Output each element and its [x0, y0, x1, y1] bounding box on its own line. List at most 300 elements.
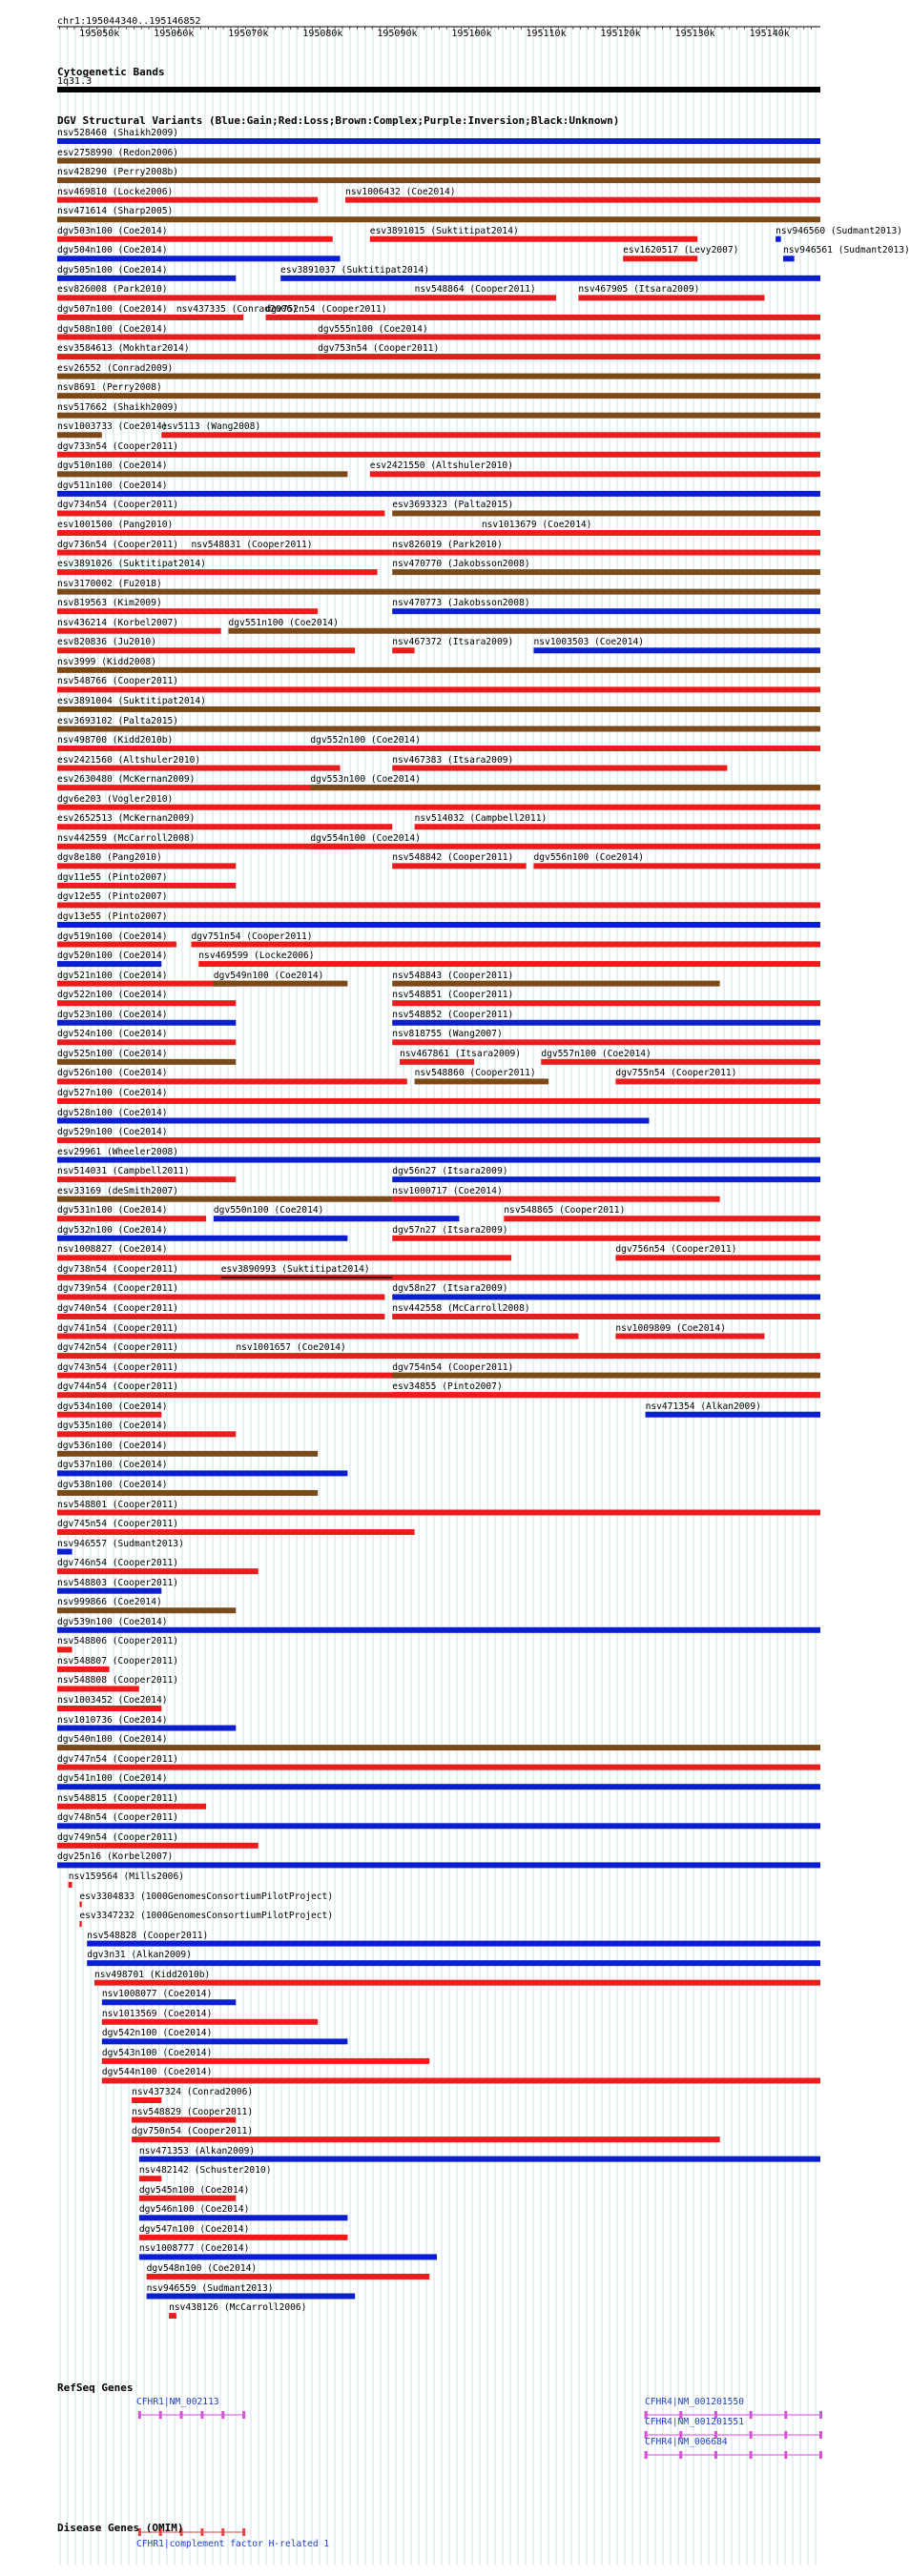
dgv-variant-bar: [139, 2254, 437, 2259]
dgv-variant-label[interactable]: nsv548766 (Cooper2011): [57, 676, 179, 687]
dgv-variant-bar: [57, 216, 820, 222]
gene-exon: [242, 2411, 245, 2419]
dgv-variant-label[interactable]: esv2421560 (Altshuler2010): [57, 754, 201, 766]
gene-exon: [750, 2411, 753, 2419]
gene-exon: [200, 2411, 203, 2419]
position-label: chr1:195044340..195146852: [57, 16, 201, 27]
dgv-variant-label[interactable]: nsv467905 (Itsara2009): [578, 284, 700, 296]
dgv-variant-label[interactable]: nsv438126 (McCarroll2006): [169, 2302, 307, 2314]
dgv-variant-label[interactable]: dgv736n54 (Cooper2011): [57, 539, 179, 550]
dgv-variant-label[interactable]: dgv541n100 (Coe2014): [57, 1773, 168, 1785]
refseq-gene-label[interactable]: CFHR4|NM_001201550: [645, 2397, 744, 2407]
dgv-variant-label[interactable]: nsv548803 (Cooper2011): [57, 1577, 179, 1588]
dgv-variant-bar: [392, 1373, 820, 1379]
dgv-variant-label[interactable]: nsv514032 (Campbell2011): [414, 813, 548, 825]
dgv-variant-label[interactable]: dgv754n54 (Cooper2011): [392, 1361, 514, 1373]
dgv-variant-bar: [57, 1196, 392, 1202]
dgv-variant-label[interactable]: dgv745n54 (Cooper2011): [57, 1519, 179, 1530]
dgv-variant-bar: [147, 2294, 356, 2300]
dgv-variant-bar: [57, 981, 236, 987]
dgv-variant-label[interactable]: dgv548n100 (Coe2014): [146, 2262, 258, 2274]
dgv-variant-bar: [57, 374, 820, 379]
dgv-variant-bar: [198, 961, 820, 967]
dgv-variant-label[interactable]: dgv547n100 (Coe2014): [138, 2223, 250, 2235]
dgv-variant-label[interactable]: nsv548808 (Cooper2011): [57, 1675, 179, 1687]
gene-exon: [679, 2451, 682, 2459]
dgv-variant-bar: [57, 1020, 236, 1026]
dgv-variant-label[interactable]: dgv537n100 (Coe2014): [57, 1460, 168, 1471]
dgv-variant-label[interactable]: dgv742n54 (Cooper2011): [57, 1342, 179, 1354]
dgv-variant-bar: [310, 844, 820, 849]
dgv-variant-label[interactable]: dgv549n100 (Coe2014): [213, 970, 324, 981]
refseq-gene-label[interactable]: CFHR1|NM_002113: [136, 2397, 219, 2407]
dgv-variant-bar: [57, 1059, 236, 1065]
dgv-variant-bar: [783, 256, 795, 261]
dgv-variant-label[interactable]: esv2421550 (Altshuler2010): [369, 460, 513, 472]
gene-exon: [138, 2411, 141, 2419]
dgv-variant-label[interactable]: dgv523n100 (Coe2014): [57, 1009, 168, 1020]
dgv-variant-label[interactable]: dgv508n100 (Coe2014): [57, 323, 168, 335]
dgv-variant-bar: [57, 471, 347, 477]
ruler-tick-label[interactable]: 195070k: [228, 29, 269, 39]
dgv-variant-label[interactable]: dgv755n54 (Cooper2011): [615, 1068, 737, 1079]
dgv-variant-label[interactable]: nsv548815 (Cooper2011): [57, 1792, 179, 1804]
dgv-variant-bar: [57, 589, 820, 595]
dgv-variant-label[interactable]: esv3891004 (Suktitipat2014): [57, 695, 206, 706]
dgv-variant-bar: [623, 256, 697, 261]
dgv-variant-label[interactable]: dgv738n54 (Cooper2011): [57, 1263, 179, 1275]
dgv-variant-bar: [280, 276, 820, 281]
dgv-variant-label[interactable]: esv1620517 (Levy2007): [623, 245, 739, 256]
dgv-variant-label[interactable]: nsv548851 (Cooper2011): [392, 990, 514, 1001]
dgv-variant-bar: [57, 1745, 820, 1750]
dgv-variant-label[interactable]: nsv471354 (Alkan2009): [645, 1400, 761, 1412]
dgv-variant-label[interactable]: nsv467372 (Itsara2009): [392, 637, 514, 648]
dgv-variant-label[interactable]: esv3693102 (Palta2015): [57, 715, 179, 726]
ruler-tick-label[interactable]: 195120k: [600, 29, 641, 39]
dgv-variant-label[interactable]: esv3693323 (Palta2015): [392, 500, 514, 511]
dgv-variant-label[interactable]: nsv470770 (Jakobsson2008): [392, 559, 530, 570]
dgv-variant-label[interactable]: dgv740n54 (Cooper2011): [57, 1303, 179, 1314]
omim-exon: [221, 2528, 224, 2536]
dgv-variant-bar: [57, 393, 820, 399]
dgv-variant-bar: [169, 2313, 176, 2319]
dgv-variant-bar: [57, 197, 318, 203]
dgv-variant-label[interactable]: dgv528n100 (Coe2014): [57, 1107, 168, 1118]
dgv-variant-bar: [57, 1510, 820, 1516]
dgv-variant-label[interactable]: dgv8e180 (Pang2010): [57, 852, 162, 864]
dgv-variant-label[interactable]: nsv471353 (Alkan2009): [138, 2145, 256, 2157]
dgv-variant-bar: [57, 1176, 236, 1182]
dgv-variant-label[interactable]: dgv746n54 (Cooper2011): [57, 1558, 179, 1569]
dgv-variant-label[interactable]: dgv550n100 (Coe2014): [213, 1205, 324, 1216]
dgv-variant-label[interactable]: nsv436214 (Korbel2007): [57, 617, 179, 628]
dgv-variant-label[interactable]: dgv538n100 (Coe2014): [57, 1479, 168, 1490]
dgv-variant-label[interactable]: nsv818755 (Wang2007): [392, 1029, 503, 1040]
dgv-variant-label[interactable]: dgv503n100 (Coe2014): [57, 225, 168, 236]
dgv-variant-bar: [191, 942, 820, 948]
ruler-tick-label[interactable]: 195130k: [674, 29, 715, 39]
dgv-variant-bar: [392, 863, 526, 869]
dgv-variant-label[interactable]: esv34855 (Pinto2007): [392, 1381, 503, 1393]
dgv-variant-label[interactable]: esv29961 (Wheeler2008): [57, 1146, 179, 1157]
dgv-variant-bar: [392, 1176, 820, 1182]
dgv-variant-bar: [57, 236, 333, 242]
dgv-variant-bar: [57, 138, 820, 144]
refseq-gene-label[interactable]: CFHR4|NM_006684: [645, 2437, 728, 2447]
dgv-variant-bar: [392, 569, 820, 575]
dgv-variant-bar: [392, 647, 414, 653]
dgv-variant-bar: [392, 1392, 820, 1398]
dgv-variant-bar: [776, 236, 780, 242]
dgv-variant-label[interactable]: nsv442559 (McCarroll2008): [57, 832, 196, 844]
dgv-variant-bar: [392, 1196, 719, 1202]
dgv-variant-bar: [392, 766, 727, 771]
dgv-variant-label[interactable]: dgv531n100 (Coe2014): [57, 1205, 168, 1216]
dgv-variant-label[interactable]: nsv1009809 (Coe2014): [615, 1322, 726, 1334]
refseq-gene-label[interactable]: CFHR4|NM_001201551: [645, 2417, 744, 2427]
dgv-variant-label[interactable]: dgv543n100 (Coe2014): [101, 2047, 213, 2058]
dgv-variant-bar: [57, 1804, 206, 1809]
gene-exon: [784, 2411, 787, 2419]
dgv-variant-label[interactable]: dgv505n100 (Coe2014): [57, 264, 168, 276]
dgv-variant-label[interactable]: esv3891037 (Suktitipat2014): [280, 264, 430, 276]
dgv-variant-label[interactable]: nsv548831 (Cooper2011): [191, 539, 313, 550]
dgv-variant-label[interactable]: nsv471614 (Sharp2005): [57, 206, 174, 217]
ruler-tick-label[interactable]: 195140k: [749, 29, 790, 39]
dgv-variant-label[interactable]: dgv522n100 (Coe2014): [57, 990, 168, 1001]
dgv-variant-label[interactable]: esv826008 (Park2010): [57, 284, 168, 296]
dgv-variant-label[interactable]: nsv1008827 (Coe2014): [57, 1244, 168, 1256]
dgv-variant-bar: [229, 628, 820, 634]
dgv-variant-label[interactable]: nsv1003503 (Coe2014): [533, 637, 645, 648]
dgv-variant-label[interactable]: dgv57n27 (Itsara2009): [392, 1224, 508, 1236]
dgv-variant-label[interactable]: nsv8691 (Perry2008): [57, 382, 162, 394]
dgv-variant-label[interactable]: nsv514031 (Campbell2011): [57, 1166, 190, 1177]
gene-exon: [221, 2411, 224, 2419]
dgv-variant-bar: [57, 1843, 259, 1849]
dgv-variant-bar: [57, 1118, 649, 1124]
dgv-variant-label[interactable]: dgv6e203 (Vogler2010): [57, 793, 174, 805]
dgv-variant-bar: [57, 1412, 161, 1418]
dgv-variant-bar: [57, 432, 102, 438]
gene-exon: [750, 2431, 753, 2439]
dgv-variant-label[interactable]: nsv467861 (Itsara2009): [400, 1048, 522, 1059]
ruler-tick-label[interactable]: 195110k: [526, 29, 567, 39]
dgv-variant-bar: [57, 550, 191, 556]
dgv-variant-bar: [345, 197, 820, 203]
dgv-variant-label[interactable]: dgv540n100 (Coe2014): [57, 1734, 168, 1746]
dgv-variant-label[interactable]: dgv546n100 (Coe2014): [138, 2204, 250, 2216]
dgv-variant-label[interactable]: nsv826019 (Park2010): [392, 539, 503, 550]
dgv-variant-bar: [87, 1960, 820, 1966]
dgv-variant-label[interactable]: dgv744n54 (Cooper2011): [57, 1381, 179, 1393]
dgv-variant-bar: [57, 1666, 110, 1672]
dgv-variant-bar: [57, 766, 341, 771]
dgv-variant-label[interactable]: esv3584613 (Mokhtar2014): [57, 343, 190, 355]
dgv-variant-label[interactable]: dgv504n100 (Coe2014): [57, 245, 168, 256]
dgv-variant-label[interactable]: nsv437324 (Conrad2006): [132, 2087, 254, 2097]
dgv-variant-label[interactable]: dgv58n27 (Itsara2009): [392, 1283, 508, 1295]
dgv-variant-bar: [221, 1277, 393, 1278]
dgv-variant-label[interactable]: nsv442558 (McCarroll2008): [392, 1303, 530, 1314]
dgv-variant-bar: [392, 1294, 820, 1299]
omim-track-title: Disease Genes (OMIM): [57, 2522, 184, 2534]
dgv-variant-bar: [57, 824, 392, 829]
dgv-variant-label[interactable]: esv820836 (Ju2010): [57, 637, 156, 648]
dgv-variant-bar: [57, 1862, 820, 1868]
dgv-variant-label[interactable]: dgv734n54 (Cooper2011): [57, 500, 179, 511]
dgv-variant-bar: [615, 1334, 764, 1339]
dgv-variant-label[interactable]: nsv1010736 (Coe2014): [57, 1714, 168, 1726]
dgv-variant-label[interactable]: nsv1013569 (Coe2014): [101, 2008, 213, 2019]
ruler-tick-label[interactable]: 195080k: [302, 29, 343, 39]
dgv-variant-label[interactable]: dgv751n54 (Cooper2011): [191, 930, 313, 942]
dgv-variant-label[interactable]: dgv511n100 (Coe2014): [57, 480, 168, 491]
ruler-tick-label[interactable]: 195050k: [79, 29, 120, 39]
dgv-variant-label[interactable]: nsv498701 (Kidd2010b): [94, 1969, 211, 1980]
dgv-variant-label[interactable]: nsv548806 (Cooper2011): [57, 1636, 179, 1647]
dgv-variant-label[interactable]: nsv469599 (Locke2006): [198, 951, 315, 962]
dgv-variant-bar: [57, 413, 820, 419]
dgv-variant-bar: [57, 1000, 236, 1006]
dgv-variant-label[interactable]: dgv56n27 (Itsara2009): [392, 1166, 508, 1177]
dgv-variant-bar: [57, 1236, 347, 1241]
dgv-variant-label[interactable]: nsv548807 (Cooper2011): [57, 1655, 179, 1666]
ruler-tick-label[interactable]: 195090k: [377, 29, 418, 39]
dgv-variant-bar: [57, 1451, 318, 1457]
cytoband-label: 1q31.3: [57, 76, 93, 87]
dgv-variant-label[interactable]: dgv11e55 (Pinto2007): [57, 871, 168, 883]
dgv-variant-label[interactable]: dgv741n54 (Cooper2011): [57, 1322, 179, 1334]
dgv-variant-label[interactable]: nsv946560 (Sudmant2013): [776, 225, 903, 236]
dgv-variant-label[interactable]: dgv552n100 (Coe2014): [310, 735, 421, 746]
omim-gene-label[interactable]: CFHR1|complement factor H-related 1: [136, 2539, 330, 2549]
dgv-variant-bar: [370, 236, 697, 242]
dgv-variant-label[interactable]: dgv534n100 (Coe2014): [57, 1400, 168, 1412]
dgv-variant-bar: [392, 510, 820, 516]
dgv-variant-label[interactable]: dgv749n54 (Cooper2011): [57, 1831, 179, 1843]
ruler-tick-label[interactable]: 195100k: [451, 29, 492, 39]
dgv-variant-bar: [147, 2274, 430, 2280]
dgv-variant-label[interactable]: nsv946559 (Sudmant2013): [146, 2282, 274, 2294]
dgv-variant-label[interactable]: dgv524n100 (Coe2014): [57, 1029, 168, 1040]
dgv-variant-label[interactable]: nsv819563 (Kim2009): [57, 598, 162, 609]
dgv-variant-label[interactable]: dgv526n100 (Coe2014): [57, 1068, 168, 1079]
dgv-variant-label[interactable]: dgv507n100 (Coe2014): [57, 303, 168, 315]
dgv-variant-bar: [57, 354, 318, 359]
dgv-variant-label[interactable]: dgv544n100 (Coe2014): [101, 2067, 213, 2078]
dgv-variant-label[interactable]: nsv548828 (Cooper2011): [87, 1930, 209, 1941]
dgv-variant-bar: [57, 1216, 206, 1221]
gene-exon: [784, 2451, 787, 2459]
dgv-variant-bar: [57, 1353, 236, 1359]
dgv-variant-label[interactable]: nsv548801 (Cooper2011): [57, 1499, 179, 1510]
dgv-variant-bar: [57, 1334, 578, 1339]
dgv-variant-label[interactable]: nsv517662 (Shaikh2009): [57, 401, 179, 413]
dgv-variant-label[interactable]: dgv536n100 (Coe2014): [57, 1440, 168, 1451]
cytoband-track-title: Cytogenetic Bands: [57, 66, 165, 78]
dgv-variant-bar: [139, 2196, 236, 2201]
dgv-variant-label[interactable]: esv3347232 (1000GenomesConsortiumPilotProject): [79, 1911, 334, 1922]
dgv-variant-label[interactable]: esv3891026 (Suktitipat2014): [57, 559, 206, 570]
dgv-variant-bar: [400, 1059, 474, 1065]
refseq-track-title: RefSeq Genes: [57, 2382, 134, 2394]
dgv-variant-bar: [57, 295, 466, 300]
dgv-variant-label[interactable]: nsv999866 (Coe2014): [57, 1597, 162, 1608]
dgv-variant-label[interactable]: nsv437335 (Conrad2006): [176, 303, 298, 315]
dgv-variant-label[interactable]: esv2652513 (McKernan2009): [57, 813, 196, 825]
dgv-variant-bar: [139, 2215, 348, 2220]
dgv-variant-label[interactable]: nsv3170002 (Fu2018): [57, 578, 162, 589]
dgv-variant-label[interactable]: dgv551n100 (Coe2014): [228, 617, 340, 628]
gene-exon: [784, 2431, 787, 2439]
dgv-variant-bar: [57, 686, 820, 692]
dgv-variant-label[interactable]: dgv545n100 (Coe2014): [138, 2184, 250, 2196]
dgv-variant-label[interactable]: nsv498700 (Kidd2010b): [57, 735, 174, 746]
dgv-variant-label[interactable]: dgv555n100 (Coe2014): [318, 323, 428, 335]
dgv-variant-label[interactable]: nsv1003452 (Coe2014): [57, 1695, 168, 1706]
dgv-variant-label[interactable]: dgv557n100 (Coe2014): [541, 1048, 651, 1059]
dgv-variant-bar: [57, 452, 820, 458]
dgv-variant-label[interactable]: dgv752n54 (Cooper2011): [265, 303, 387, 315]
dgv-variant-label[interactable]: esv33169 (deSmith2007): [57, 1185, 179, 1196]
dgv-variant-label[interactable]: esv2630480 (McKernan2009): [57, 774, 196, 786]
dgv-variant-label[interactable]: dgv527n100 (Coe2014): [57, 1087, 168, 1098]
dgv-variant-label[interactable]: nsv548860 (Cooper2011): [414, 1068, 536, 1079]
dgv-variant-bar: [57, 510, 384, 516]
dgv-variant-label[interactable]: nsv482142 (Schuster2010): [138, 2165, 272, 2177]
dgv-variant-label[interactable]: nsv428290 (Perry2008b): [57, 167, 179, 178]
dgv-variant-label[interactable]: dgv12e55 (Pinto2007): [57, 891, 168, 903]
dgv-variant-label[interactable]: nsv548842 (Cooper2011): [392, 852, 514, 864]
dgv-variant-label[interactable]: nsv1006432 (Coe2014): [345, 186, 456, 197]
dgv-variant-label[interactable]: dgv532n100 (Coe2014): [57, 1224, 168, 1236]
dgv-variant-label[interactable]: nsv3999 (Kidd2008): [57, 656, 156, 667]
dgv-variant-bar: [266, 315, 820, 320]
dgv-variant-label[interactable]: dgv13e55 (Pinto2007): [57, 911, 168, 922]
dgv-variant-bar: [57, 805, 820, 810]
ruler-tick-label[interactable]: 195060k: [154, 29, 195, 39]
dgv-variant-label[interactable]: dgv535n100 (Coe2014): [57, 1421, 168, 1432]
dgv-variant-label[interactable]: dgv756n54 (Cooper2011): [615, 1244, 737, 1256]
dgv-variant-bar: [57, 706, 820, 712]
dgv-variant-label[interactable]: dgv733n54 (Cooper2011): [57, 440, 179, 452]
omim-exon: [200, 2528, 203, 2536]
dgv-variant-bar: [392, 550, 820, 556]
dgv-variant-label[interactable]: nsv548864 (Cooper2011): [414, 284, 536, 296]
dgv-variant-bar: [102, 2038, 348, 2044]
dgv-variant-bar: [578, 295, 764, 300]
dgv-variant-bar: [57, 1549, 72, 1555]
dgv-variant-label[interactable]: esv26552 (Conrad2009): [57, 362, 174, 374]
dgv-variant-bar: [132, 2136, 720, 2142]
dgv-variant-label[interactable]: dgv525n100 (Coe2014): [57, 1048, 168, 1059]
dgv-variant-bar: [57, 1373, 400, 1379]
dgv-variant-label[interactable]: nsv548829 (Cooper2011): [132, 2106, 254, 2117]
dgv-variant-label[interactable]: esv3891015 (Suktitipat2014): [369, 225, 519, 236]
dgv-variant-bar: [57, 647, 355, 653]
dgv-variant-bar: [534, 863, 820, 869]
dgv-variant-bar: [57, 1784, 820, 1789]
dgv-variant-bar: [132, 2117, 236, 2123]
dgv-variant-bar: [392, 1000, 820, 1006]
dgv-variant-label[interactable]: nsv548843 (Cooper2011): [392, 970, 514, 981]
dgv-variant-label[interactable]: nsv1008077 (Coe2014): [101, 1989, 213, 2000]
dgv-variant-bar: [57, 1275, 820, 1280]
dgv-variant-label[interactable]: dgv521n100 (Coe2014): [57, 970, 168, 981]
dgv-variant-label[interactable]: dgv3n31 (Alkan2009): [87, 1950, 192, 1961]
dgv-variant-bar: [57, 1098, 820, 1104]
dgv-variant-label[interactable]: nsv946561 (Sudmant2013): [782, 245, 910, 256]
dgv-variant-label[interactable]: dgv748n54 (Cooper2011): [57, 1812, 179, 1824]
dgv-variant-label[interactable]: nsv1003733 (Coe2014): [57, 421, 168, 433]
dgv-variant-label[interactable]: dgv747n54 (Cooper2011): [57, 1753, 179, 1765]
dgv-variant-label[interactable]: nsv159564 (Mills2006): [68, 1871, 184, 1882]
dgv-variant-bar: [191, 550, 392, 556]
dgv-variant-label[interactable]: nsv467383 (Itsara2009): [392, 754, 514, 766]
dgv-variant-label[interactable]: dgv520n100 (Coe2014): [57, 951, 168, 962]
dgv-variant-bar: [310, 746, 820, 751]
dgv-variant-label[interactable]: esv3304833 (1000GenomesConsortiumPilotProject): [79, 1891, 334, 1902]
dgv-variant-label[interactable]: nsv470773 (Jakobsson2008): [392, 598, 530, 609]
dgv-variant-label[interactable]: dgv553n100 (Coe2014): [310, 774, 421, 786]
dgv-variant-label[interactable]: nsv469810 (Locke2006): [57, 186, 174, 197]
dgv-variant-bar: [102, 2077, 820, 2083]
dgv-variant-label[interactable]: nsv1000717 (Coe2014): [392, 1185, 503, 1196]
dgv-variant-label[interactable]: dgv539n100 (Coe2014): [57, 1616, 168, 1627]
dgv-variant-bar: [139, 2176, 161, 2181]
dgv-variant-label[interactable]: dgv739n54 (Cooper2011): [57, 1283, 179, 1295]
dgv-variant-bar: [236, 1353, 820, 1359]
dgv-variant-bar: [415, 1078, 548, 1084]
dgv-variant-bar: [57, 1765, 820, 1770]
gene-exon: [180, 2411, 183, 2419]
dgv-variant-label[interactable]: esv1001500 (Pang2010): [57, 520, 174, 530]
dgv-variant-label[interactable]: nsv1001657 (Coe2014): [236, 1342, 346, 1354]
dgv-variant-label[interactable]: dgv542n100 (Coe2014): [101, 2028, 213, 2039]
dgv-variant-bar: [57, 1490, 318, 1496]
dgv-variant-label[interactable]: dgv25n16 (Korbel2007): [57, 1851, 174, 1863]
dgv-variant-label[interactable]: dgv743n54 (Cooper2011): [57, 1361, 179, 1373]
dgv-variant-label[interactable]: nsv548852 (Cooper2011): [392, 1009, 514, 1020]
dgv-variant-label[interactable]: esv3890993 (Suktitipat2014): [220, 1263, 370, 1275]
dgv-variant-label[interactable]: dgv554n100 (Coe2014): [310, 832, 421, 844]
dgv-variant-bar: [57, 1646, 72, 1652]
dgv-track-title: DGV Structural Variants (Blue:Gain;Red:Loss;Brown:Complex;Purple:Inversion;Black:Unknown): [57, 114, 620, 127]
dgv-variant-bar: [214, 1216, 460, 1221]
dgv-variant-label[interactable]: dgv529n100 (Coe2014): [57, 1127, 168, 1138]
dgv-variant-label[interactable]: nsv1008777 (Coe2014): [138, 2243, 250, 2255]
dgv-variant-bar: [69, 1882, 72, 1888]
dgv-variant-bar: [370, 471, 820, 477]
dgv-variant-label[interactable]: nsv548865 (Cooper2011): [504, 1205, 626, 1216]
dgv-variant-bar: [102, 2058, 429, 2064]
dgv-variant-label[interactable]: dgv510n100 (Coe2014): [57, 460, 168, 472]
dgv-variant-label[interactable]: dgv556n100 (Coe2014): [533, 852, 645, 864]
dgv-variant-label[interactable]: nsv946557 (Sudmant2013): [57, 1538, 184, 1549]
dgv-variant-label[interactable]: nsv1013679 (Coe2014): [481, 520, 592, 530]
dgv-variant-label[interactable]: dgv750n54 (Cooper2011): [132, 2126, 254, 2137]
dgv-variant-bar: [615, 1078, 820, 1084]
gene-exon: [819, 2431, 822, 2439]
dgv-variant-label[interactable]: dgv519n100 (Coe2014): [57, 930, 168, 942]
dgv-variant-label[interactable]: esv5113 (Wang2008): [161, 421, 261, 433]
dgv-variant-bar: [415, 295, 556, 300]
dgv-variant-label[interactable]: esv2758990 (Redon2006): [57, 147, 179, 158]
dgv-variant-label[interactable]: nsv528460 (Shaikh2009): [57, 128, 179, 138]
dgv-variant-label[interactable]: dgv753n54 (Cooper2011): [318, 343, 440, 355]
